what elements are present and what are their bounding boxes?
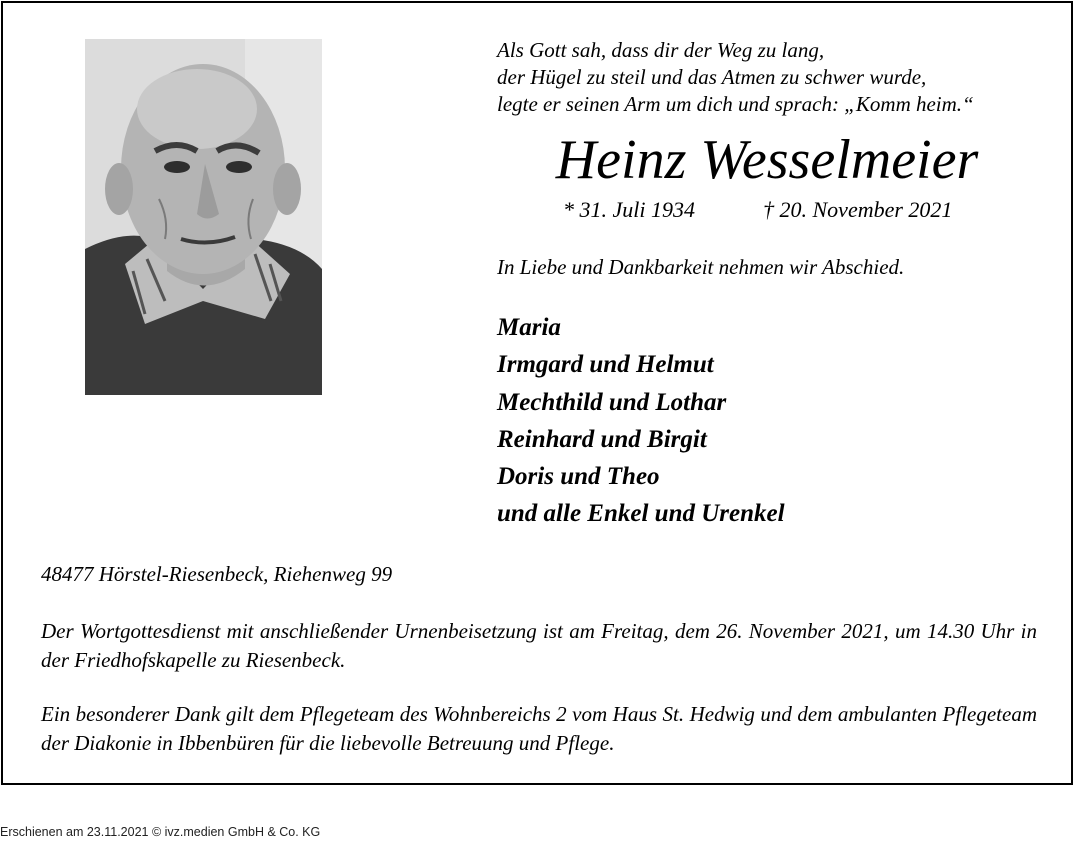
mourner: Mechthild und Lothar bbox=[497, 388, 727, 416]
verse-line: der Hügel zu steil und das Atmen zu schwer wurde, bbox=[497, 65, 927, 89]
publication-footer: Erschienen am 23.11.2021 © ivz.medien GmbH & Co. KG bbox=[0, 825, 321, 839]
obituary-notice bbox=[1, 1, 1073, 785]
verse-line: legte er seinen Arm um dich und sprach: „Komm heim.“ bbox=[497, 92, 974, 116]
birth-date: * 31. Juli 1934 bbox=[563, 197, 695, 222]
mourner: und alle Enkel und Urenkel bbox=[497, 500, 785, 528]
portrait-illustration bbox=[85, 39, 322, 395]
thanks-note: Ein besonderer Dank gilt dem Pflegeteam des Wohnbereichs 2 vom Haus St. Hedwig und dem ambulanten Pflegeteam der Diakonie in Ibbenbüren für die liebevolle Betreuung und Pflege. bbox=[41, 702, 1037, 755]
deceased-name: Heinz Wesselmeier bbox=[555, 129, 979, 191]
mourner: Maria bbox=[497, 314, 561, 341]
verse bbox=[497, 37, 1057, 118]
verse-line: Als Gott sah, dass dir der Weg zu lang, bbox=[497, 38, 825, 62]
mourner: Doris und Theo bbox=[497, 463, 660, 491]
service-info: Der Wortgottesdienst mit anschließender Urnenbeisetzung ist am Freitag, dem 26. November 2021, um 14.30 Uhr in der Friedhofskapelle zu Riesenbeck. bbox=[41, 619, 1037, 672]
mourner: Irmgard und Helmut bbox=[497, 351, 714, 379]
address: 48477 Hörstel-Riesenbeck, Riehenweg 99 bbox=[41, 562, 393, 586]
death-date: † 20. November 2021 bbox=[763, 197, 953, 222]
farewell-line: In Liebe und Dankbarkeit nehmen wir Abschied. bbox=[497, 255, 905, 279]
mourner: Reinhard und Birgit bbox=[497, 425, 707, 453]
portrait-photo bbox=[85, 39, 322, 395]
mourners-list bbox=[497, 309, 785, 533]
